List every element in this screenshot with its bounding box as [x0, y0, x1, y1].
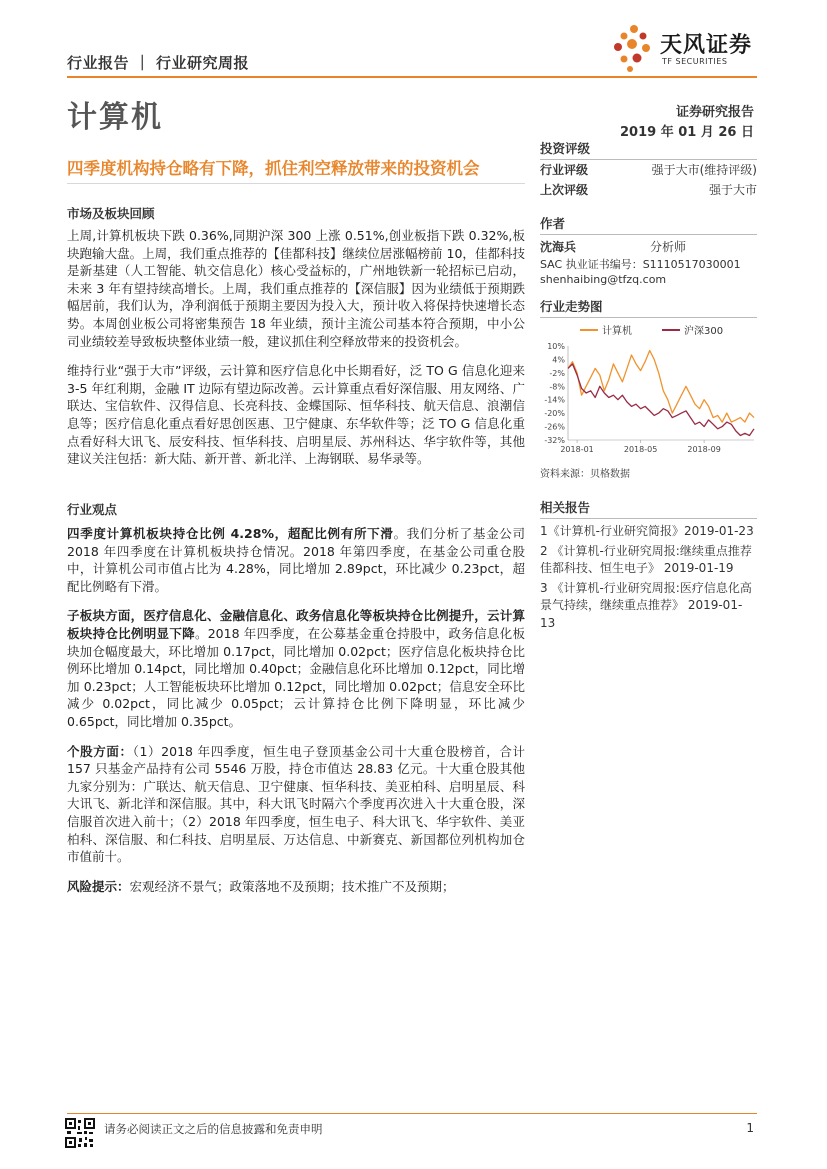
- risk-paragraph: [67, 878, 525, 896]
- y-tick-label: -8%: [549, 382, 565, 392]
- report-type: 证券研究报告: [675, 105, 754, 120]
- prev-rating-label: 上次评级: [540, 183, 589, 197]
- prev-rating-row: [540, 180, 757, 200]
- report-date: 2019 年 01 月 26 日: [620, 125, 754, 140]
- y-tick-label: -2%: [549, 368, 565, 378]
- views-paragraph-3: [67, 743, 525, 866]
- market-section: [67, 227, 525, 480]
- related-report-item[interactable]: 3 《计算机-行业研究周报:医疗信息化高景气持续，继续重点推荐》 2019-01-13: [540, 580, 752, 630]
- x-tick-label: 2018-05: [623, 445, 658, 454]
- x-tick-label: 2018-09: [687, 445, 721, 454]
- author-role: 分析师: [650, 240, 687, 254]
- tf-logo: [612, 22, 762, 74]
- report-title: 四季度机构持仓略有下降，抓住利空释放带来的投资机会: [67, 159, 480, 178]
- logo-subtext: TF SECURITIES: [662, 57, 728, 66]
- trend-chart: [540, 320, 757, 462]
- y-tick-label: -20%: [544, 409, 565, 419]
- page-number: 1: [746, 1121, 754, 1135]
- trend-box: [540, 297, 757, 318]
- logo-text: 天风证券: [660, 33, 753, 58]
- views-paragraph-2: [67, 607, 525, 730]
- views-section: [67, 525, 525, 907]
- views-p3-text: （1）2018 年四季度，恒生电子登顶基金公司十大重仓股榜首，合计 157 只基金产品持有公司 5546 万股，持仓市值达 28.83 亿元。十大重仓股其他九家分别为：广联达、航天信息、卫宁健康、恒华科技、美亚柏科、启明星辰、科大讯飞、新北洋和深信服。其中，科大讯飞时隔六个季度再次进入十大重仓股，深信服首次进入前十；（2）2018 年四季度，恒生电子、科大讯飞、华宇软件、美亚柏科、深信服、和仁科技、启明星辰、万达信息、中新赛克、新国都位列机构加仓市值前十。: [67, 743, 525, 865]
- logo-icon: [612, 22, 658, 74]
- author-name: 沈海兵: [540, 240, 577, 254]
- rating-row: [540, 160, 757, 180]
- author-cert: SAC 执业证书编号：S1110517030001: [540, 258, 741, 271]
- footer-disclaimer: 请务必阅读正文之后的信息披露和免责申明: [104, 1122, 323, 1136]
- footer-divider: [67, 1113, 757, 1114]
- related-report-item[interactable]: 2 《计算机-行业研究周报:继续重点推荐佳都科技、恒生电子》 2019-01-19: [540, 543, 752, 575]
- views-p2-lead: 子板块方面，医疗信息化、金融信息化、政务信息化等板块持仓比例提升，云计算板块持仓比例明显下降: [67, 608, 525, 641]
- related-report-item[interactable]: 1《计算机-行业研究简报》2019-01-23: [540, 524, 754, 538]
- related-box: [540, 498, 757, 634]
- author-row: [540, 237, 757, 257]
- header-divider: [67, 76, 757, 78]
- y-tick-label: -32%: [544, 436, 565, 445]
- views-paragraph-1: [67, 525, 525, 595]
- related-heading: 相关报告: [540, 498, 757, 519]
- risk-text: 宏观经济不景气；政策落地不及预期；技术推广不及预期；: [129, 878, 455, 894]
- rating-value: 强于大市(维持评级): [651, 163, 757, 177]
- rating-label: 行业评级: [540, 163, 589, 177]
- views-p1-lead: 四季度计算机板块持仓比例 4.28%，超配比例有所下滑: [67, 526, 394, 541]
- prev-rating-value: 强于大市: [708, 183, 757, 197]
- chart-source: 资料来源：贝格数据: [540, 469, 630, 480]
- trend-heading: 行业走势图: [540, 297, 757, 318]
- risk-lead: 风险提示：: [67, 878, 130, 894]
- views-p1-text: 。我们分析了基金公司 2018 年四季度在计算机板块持仓情况。2018 年第四季度，在基金公司重仓股中，计算机公司市值占比为 4.28%，同比增加 2.89pct，环比减少 0.23pct，超配比例略有下滑。: [67, 526, 525, 594]
- legend-label: 沪深300: [684, 326, 724, 337]
- related-list: [540, 523, 757, 632]
- qr-code-icon: [65, 1118, 95, 1148]
- rating-box: [540, 139, 757, 200]
- market-heading: 市场及板块回顾: [67, 206, 155, 221]
- report-category: 行业报告 ｜ 行业研究周报: [67, 54, 249, 72]
- legend-label: 计算机: [602, 326, 632, 337]
- market-paragraph-1: 上周,计算机板块下跌 0.36%,同期沪深 300 上涨 0.51%,创业板指下跌 0.32%,板块跑输大盘。上周，我们重点推荐的【佳都科技】继续位居涨幅榜前 10，佳都科技是新基建（人工智能、轨交信息化）核心受益标的，广州地铁新一轮招标已启动，未来 3 年有望持续高增长。上周，我们重点推荐的【深信服】因为业绩低于预期跌幅居前，我们认为，净利润低于预期主要因为投入大，预计收入将保持快速增长态势。本周创业板公司将密集预告 18 年业绩，预计主流公司基本符合预期，中小公司业绩较差导致板块整体业绩一般，建议抓住利空释放带来的投资机会。: [67, 228, 525, 349]
- x-tick-label: 2018-01: [560, 445, 594, 454]
- y-tick-label: -26%: [544, 422, 565, 432]
- y-tick-label: 10%: [547, 342, 565, 351]
- views-heading: 行业观点: [67, 502, 118, 517]
- title-divider: [67, 183, 525, 184]
- author-box: [540, 214, 757, 287]
- sector-title: 计算机: [67, 100, 163, 135]
- market-paragraph-2: 维持行业“强于大市”评级，云计算和医疗信息化中长期看好，泛 TO G 信息化迎来 3-5 年红利期，金融 IT 边际有望边际改善。云计算重点看好深信服、用友网络、广联达、宝信软件、汉得信息、长亮科技、金蝶国际、恒华科技、航天信息、浪潮信息等；医疗信息化重点看好思创医惠、卫宁健康、东华软件等；泛 TO G 信息化重点看好科大讯飞、辰安科技、恒华科技、启明星辰、苏州科达、华宇软件等，其他建议关注包括：新大陆、新开普、新北洋、上海钢联、易华录等。: [67, 363, 525, 467]
- author-email[interactable]: shenhaibing@tfzq.com: [540, 273, 667, 286]
- y-tick-label: 4%: [552, 355, 565, 365]
- rating-heading: 投资评级: [540, 139, 757, 160]
- series-line-1: [568, 364, 754, 436]
- views-p3-lead: 个股方面：: [67, 743, 133, 759]
- views-p2-text: 。2018 年四季度，在公募基金重仓持股中，政务信息化板块加仓幅度最大，环比增加 0.17pct，同比增加 0.02pct；医疗信息化板块持仓比例环比增加 0.14pct，同比增加 0.40pct；金融信息化环比增加 0.12pct，同比增加 0.23pct；人工智能板块环比增加 0.12pct，同比增加 0.02pct；信息安全环比减少 0.02pct，同比减少 0.05pct；云计算持仓比例下降明显，环比减少 0.65pct，同比增加 0.35pct。: [67, 625, 525, 729]
- author-heading: 作者: [540, 214, 757, 235]
- y-tick-label: -14%: [544, 395, 565, 405]
